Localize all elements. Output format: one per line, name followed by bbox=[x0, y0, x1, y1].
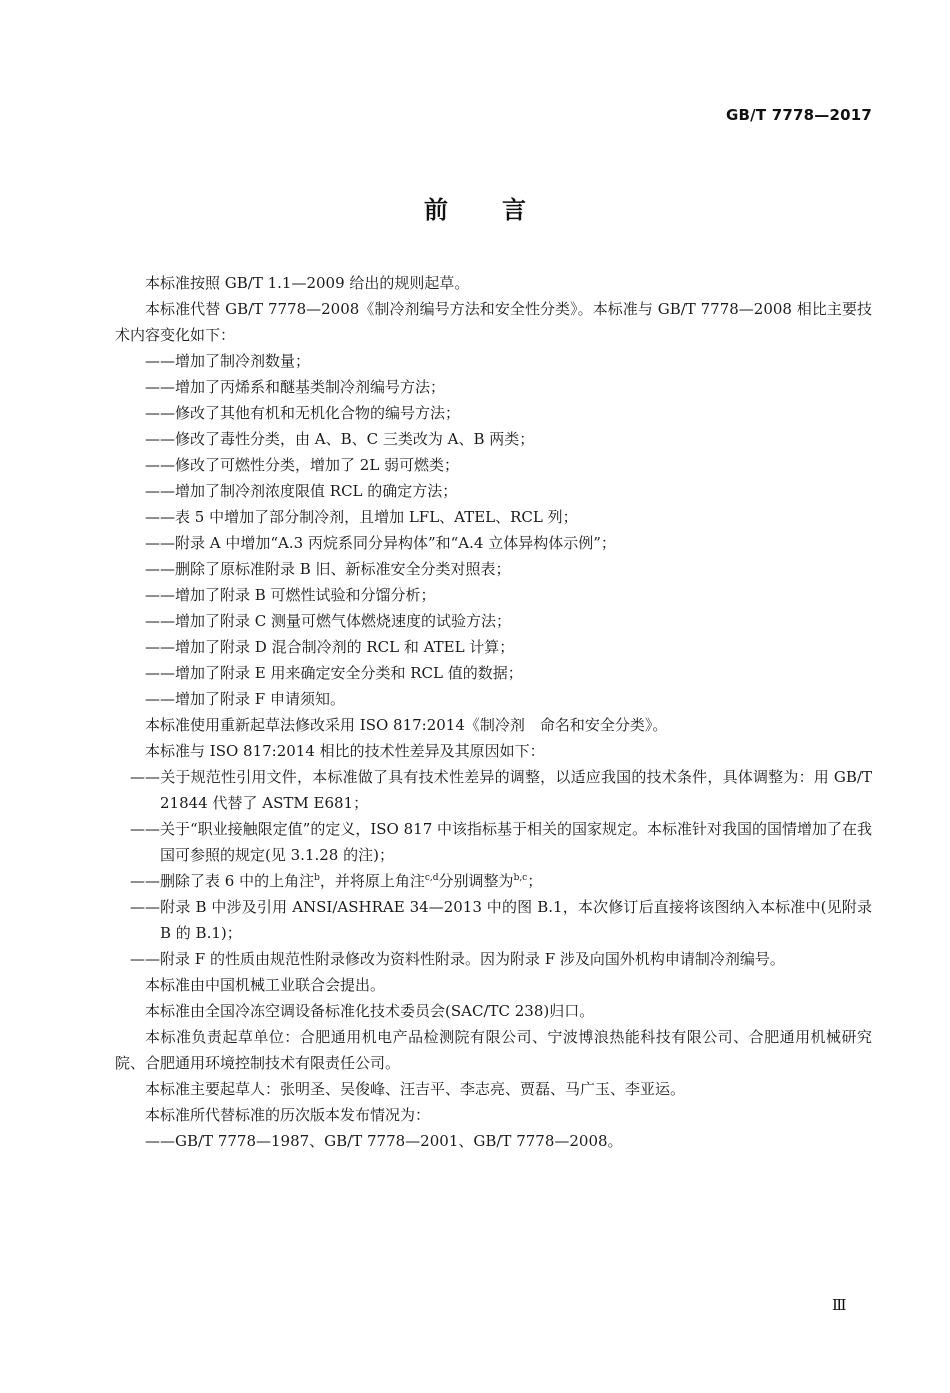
list-item: ——修改了毒性分类，由 A、B、C 三类改为 A、B 两类； bbox=[145, 430, 535, 448]
differences-list bbox=[115, 764, 872, 972]
difference-text: ——关于规范性引用文件，本标准做了具有技术性差异的调整，以适应我国的技术条件，具体调整为：用 GB/T 21844 代替了 ASTM E681； bbox=[130, 768, 872, 812]
difference-text: ——附录 F 的性质由规范性附录修改为资料性附录。因为附录 F 涉及向国外机构申请制冷剂编号。 bbox=[130, 950, 785, 968]
difference-text: ； bbox=[527, 872, 543, 890]
list-item: ——增加了附录 E 用来确定安全分类和 RCL 值的数据； bbox=[145, 664, 523, 682]
difference-item bbox=[115, 946, 872, 972]
list-item: ——增加了附录 C 测量可燃气体燃烧速度的试验方法； bbox=[145, 612, 512, 630]
list-item: ——增加了制冷剂数量； bbox=[145, 352, 311, 370]
paragraph-differences-intro: 本标准与 ISO 817:2014 相比的技术性差异及其原因如下： bbox=[145, 742, 545, 760]
list-item: ——表 5 中增加了部分制冷剂，且增加 LFL、ATEL、RCL 列； bbox=[145, 508, 578, 526]
list-item: ——增加了附录 B 可燃性试验和分馏分析； bbox=[145, 586, 436, 604]
list-item: ——删除了原标准附录 B 旧、新标准安全分类对照表； bbox=[145, 560, 511, 578]
list-item: ——增加了附录 F 申请须知。 bbox=[145, 690, 345, 708]
changes-list bbox=[115, 348, 872, 712]
list-item: ——修改了可燃性分类，增加了 2L 弱可燃类； bbox=[145, 456, 460, 474]
page-title: 前言 bbox=[424, 196, 580, 224]
list-item: ——增加了丙烯系和醚基类制冷剂编号方法； bbox=[145, 378, 446, 396]
paragraph-drafting-units: 本标准负责起草单位：合肥通用机电产品检测院有限公司、宁波博浪热能科技有限公司、合肥通用机械研究院、合肥通用环境控制技术有限责任公司。 bbox=[115, 1028, 872, 1072]
list-item: ——增加了附录 D 混合制冷剂的 RCL 和 ATEL 计算； bbox=[145, 638, 515, 656]
list-item: ——增加了制冷剂浓度限值 RCL 的确定方法； bbox=[145, 482, 458, 500]
paragraph-proposer: 本标准由中国机械工业联合会提出。 bbox=[145, 976, 386, 994]
paragraph-adoption: 本标准使用重新起草法修改采用 ISO 817:2014《制冷剂 命名和安全分类》。 bbox=[145, 716, 668, 734]
difference-item bbox=[115, 816, 872, 868]
difference-item bbox=[115, 894, 872, 946]
difference-item bbox=[115, 764, 872, 816]
difference-item bbox=[115, 868, 872, 894]
list-item: ——修改了其他有机和无机化合物的编号方法； bbox=[145, 404, 461, 422]
difference-text: ——附录 B 中涉及引用 ANSI/ASHRAE 34—2013 中的图 B.1，本次修订后直接将该图纳入本标准中(见附录 B 的 B.1)； bbox=[130, 898, 872, 942]
superscript-note: c,d bbox=[424, 873, 439, 883]
difference-text: ——关于“职业接触限定值”的定义，ISO 817 中该指标基于相关的国家规定。本标准针对我国的国情增加了在我国可参照的规定(见 3.1.28 的注)； bbox=[130, 820, 873, 864]
foreword-body bbox=[115, 270, 872, 1154]
difference-text: ，并将原上角注 bbox=[319, 872, 425, 890]
difference-text: 分别调整为 bbox=[438, 872, 514, 890]
paragraph-replacement: 本标准代替 GB/T 7778—2008《制冷剂编号方法和安全性分类》。本标准与 GB/T 7778—2008 相比主要技术内容变化如下： bbox=[115, 300, 872, 344]
page-number: Ⅲ bbox=[832, 1296, 847, 1314]
paragraph-drafting-rules: 本标准按照 GB/T 1.1—2009 给出的规则起草。 bbox=[145, 274, 470, 292]
paragraph-committee: 本标准由全国冷冻空调设备标准化技术委员会(SAC/TC 238)归口。 bbox=[145, 1002, 595, 1020]
list-item: ——附录 A 中增加“A.3 丙烷系同分异构体”和“A.4 立体异构体示例”； bbox=[145, 534, 616, 552]
paragraph-history-intro: 本标准所代替标准的历次版本发布情况为： bbox=[145, 1106, 431, 1124]
superscript-note: b,c bbox=[513, 873, 528, 883]
difference-text: ——删除了表 6 中的上角注 bbox=[130, 872, 315, 890]
standard-code: GB/T 7778—2017 bbox=[726, 106, 872, 124]
history-item: ——GB/T 7778—1987、GB/T 7778—2001、GB/T 7778—2008。 bbox=[145, 1132, 623, 1150]
superscript-note: b bbox=[314, 873, 320, 883]
paragraph-drafters: 本标准主要起草人：张明圣、吴俊峰、汪吉平、李志亮、贾磊、马广玉、李亚运。 bbox=[145, 1080, 686, 1098]
